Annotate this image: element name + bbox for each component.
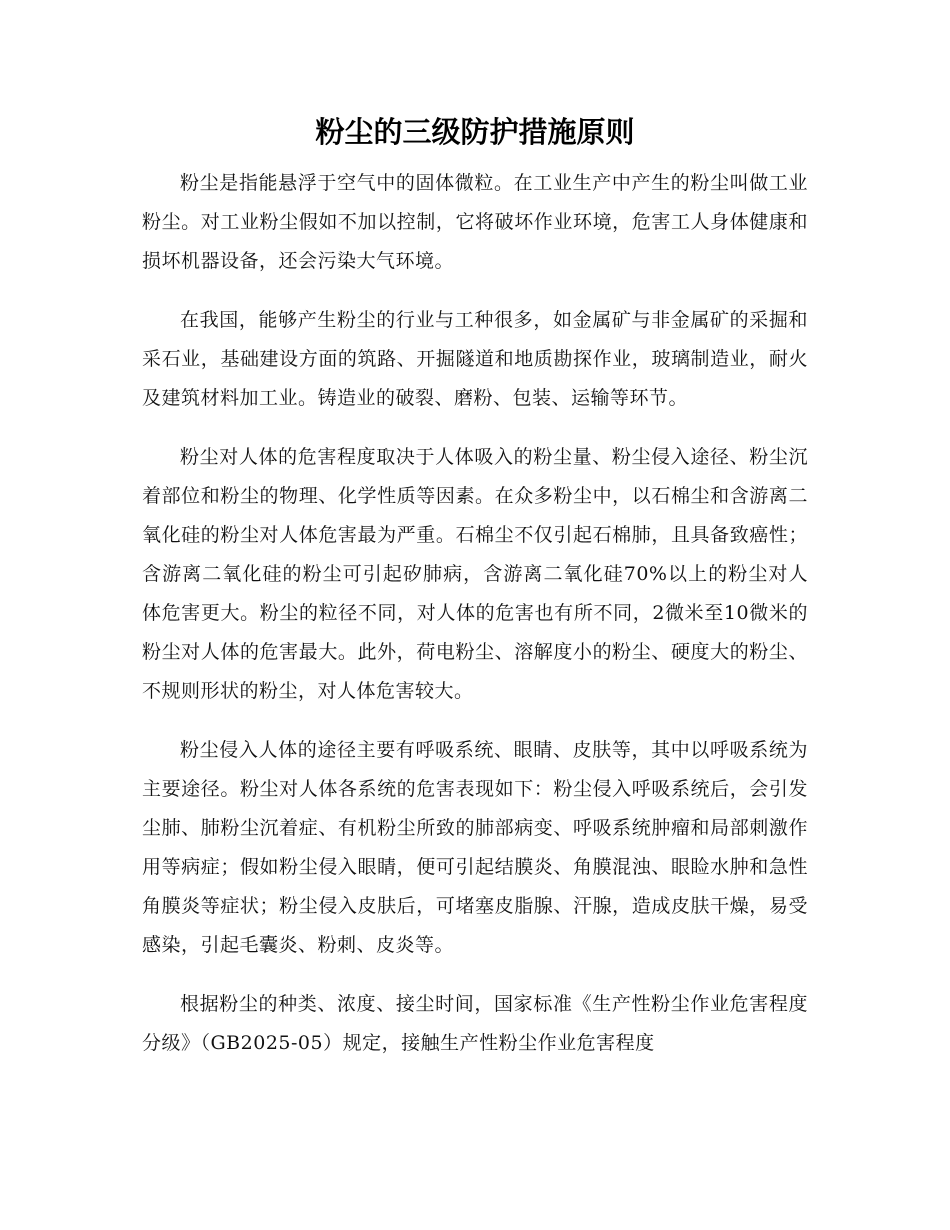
paragraph-invasion-routes: 粉尘侵入人体的途径主要有呼吸系统、眼睛、皮肤等，其中以呼吸系统为主要途径。粉尘对人体各系统的危害表现如下：粉尘侵入呼吸系统后，会引发尘肺、肺粉尘沉着症、有机粉尘所致的肺部病变、呼吸系统肿瘤和局部刺激作用等病症；假如粉尘侵入眼睛，便可引起结膜炎、角膜混浊、眼睑水肿和急性角膜炎等症状；粉尘侵入皮肤后，可堵塞皮脂腺、汗腺，造成皮肤干燥，易受感染，引起毛囊炎、粉刺、皮炎等。	[142, 739, 808, 956]
paragraph-industries: 在我国，能够产生粉尘的行业与工种很多，如金属矿与非金属矿的采掘和采石业，基础建设方面的筑路、开掘隧道和地质勘探作业，玻璃制造业，耐火及建筑材料加工业。铸造业的破裂、磨粉、包装、运输等环节。	[142, 309, 808, 409]
document-body	[142, 164, 808, 1083]
paragraph-national-standard: 根据粉尘的种类、浓度、接尘时间，国家标准《生产性粉尘作业危害程度分级》（GB2025-05）规定，接触生产性粉尘作业危害程度	[142, 993, 808, 1054]
paragraph-hazard-degree: 粉尘对人体的危害程度取决于人体吸入的粉尘量、粉尘侵入途径、粉尘沉着部位和粉尘的物理、化学性质等因素。在众多粉尘中，以石棉尘和含游离二氧化硅的粉尘对人体危害最为严重。石棉尘不仅引起石棉肺，且具备致癌性；含游离二氧化硅的粉尘可引起矽肺病，含游离二氧化硅70%以上的粉尘对人体危害更大。粉尘的粒径不同，对人体的危害也有所不同，2微米至10微米的粉尘对人体的危害最大。此外，荷电粉尘、溶解度小的粉尘、硬度大的粉尘、不规则形状的粉尘，对人体危害较大。	[142, 446, 808, 702]
paragraph-dust-definition: 粉尘是指能悬浮于空气中的固体微粒。在工业生产中产生的粉尘叫做工业粉尘。对工业粉尘假如不加以控制，它将破坏作业环境，危害工人身体健康和损坏机器设备，还会污染大气环境。	[142, 172, 808, 272]
document-title: 粉尘的三级防护措施原则	[315, 115, 635, 149]
